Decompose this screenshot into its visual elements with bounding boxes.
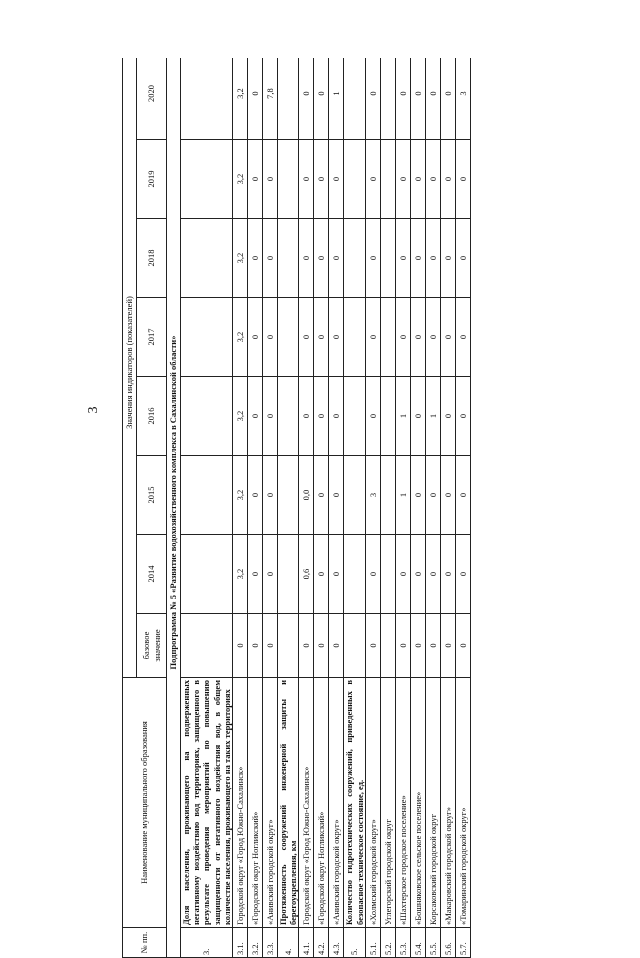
year-value-cell: 0 <box>365 377 380 456</box>
base-value-cell <box>344 614 365 678</box>
row-name: Протяженность сооружений инженерной защиты и берегоукрепления, км <box>277 678 298 928</box>
year-value-cell <box>181 298 233 377</box>
year-value-cell: 0 <box>425 535 440 614</box>
base-value-cell <box>380 614 395 678</box>
year-value-cell: 7,8 <box>262 58 277 140</box>
header-group: Значения индикаторов (показателей) <box>123 58 137 678</box>
table-row <box>314 58 329 958</box>
rotated-table-frame <box>122 58 520 958</box>
row-number: 3.3. <box>262 928 277 958</box>
year-value-cell: 0 <box>247 140 262 219</box>
year-value-cell: 0 <box>299 219 314 298</box>
year-value-cell: 0 <box>262 298 277 377</box>
row-name: Городской округ «Город Южно-Сахалинск» <box>232 678 247 928</box>
year-value-cell: 0 <box>262 456 277 535</box>
year-value-cell: 0 <box>329 377 344 456</box>
base-value-cell: 0 <box>314 614 329 678</box>
year-value-cell: 0 <box>314 298 329 377</box>
year-value-cell <box>277 298 298 377</box>
header-no: № пп. <box>123 928 167 958</box>
year-value-cell: 1 <box>395 456 410 535</box>
year-value-cell <box>277 535 298 614</box>
year-value-cell: 0 <box>410 298 425 377</box>
year-value-cell: 3,2 <box>232 140 247 219</box>
year-value-cell: 0 <box>425 298 440 377</box>
year-value-cell: 3 <box>365 456 380 535</box>
base-value-cell: 0 <box>455 614 470 678</box>
row-number: 4.1. <box>299 928 314 958</box>
year-value-cell: 0 <box>299 140 314 219</box>
row-name: «Бошняковское сельское поселение» <box>410 678 425 928</box>
header-year: 2020 <box>137 58 167 140</box>
year-value-cell: 0 <box>440 219 455 298</box>
table-row <box>344 58 365 958</box>
year-value-cell: 0 <box>440 140 455 219</box>
row-number: 4.2. <box>314 928 329 958</box>
year-value-cell <box>277 219 298 298</box>
table-row <box>329 58 344 958</box>
year-value-cell: 0 <box>440 58 455 140</box>
base-value-cell: 0 <box>247 614 262 678</box>
year-value-cell: 0 <box>299 377 314 456</box>
year-value-cell: 0 <box>455 377 470 456</box>
year-value-cell: 0 <box>425 140 440 219</box>
year-value-cell: 0 <box>365 140 380 219</box>
year-value-cell: 0 <box>314 219 329 298</box>
year-value-cell <box>344 456 365 535</box>
year-value-cell <box>277 456 298 535</box>
table-row <box>410 58 425 958</box>
row-name: Количество гидротехнических сооружений, приведенных в безопасное техническое состояние, ед. <box>344 678 365 928</box>
year-value-cell: 0,0 <box>299 456 314 535</box>
header-year: 2016 <box>137 377 167 456</box>
year-value-cell <box>380 535 395 614</box>
year-value-cell: 3,2 <box>232 535 247 614</box>
header-year: 2014 <box>137 535 167 614</box>
base-value-cell: 0 <box>365 614 380 678</box>
year-value-cell: 0 <box>455 140 470 219</box>
row-number: 5.6. <box>440 928 455 958</box>
year-value-cell: 0 <box>247 535 262 614</box>
year-value-cell: 0 <box>410 377 425 456</box>
year-value-cell: 0 <box>455 456 470 535</box>
row-number: 3.2. <box>247 928 262 958</box>
row-name: «Томаринский городской округ» <box>455 678 470 928</box>
year-value-cell: 0 <box>314 456 329 535</box>
year-value-cell: 0 <box>425 58 440 140</box>
year-value-cell: 0 <box>365 535 380 614</box>
year-value-cell: 0 <box>262 140 277 219</box>
year-value-cell <box>181 377 233 456</box>
year-value-cell <box>380 140 395 219</box>
year-value-cell <box>380 219 395 298</box>
year-value-cell <box>344 298 365 377</box>
year-value-cell: 0 <box>299 58 314 140</box>
row-name: Углегорский городской округ <box>380 678 395 928</box>
year-value-cell: 3,2 <box>232 377 247 456</box>
year-value-cell <box>344 58 365 140</box>
year-value-cell: 0 <box>425 219 440 298</box>
year-value-cell: 1 <box>425 377 440 456</box>
year-value-cell: 3 <box>455 58 470 140</box>
table-row <box>232 58 247 958</box>
indicators-table <box>122 58 471 958</box>
year-value-cell: 0 <box>262 377 277 456</box>
row-number: 5.3. <box>395 928 410 958</box>
table-row <box>277 58 298 958</box>
header-year: 2019 <box>137 140 167 219</box>
row-number: 5.2. <box>380 928 395 958</box>
year-value-cell <box>344 140 365 219</box>
row-name: «Шахтерское городское поселение» <box>395 678 410 928</box>
year-value-cell: 0 <box>440 298 455 377</box>
table-row <box>365 58 380 958</box>
year-value-cell: 0 <box>299 298 314 377</box>
year-value-cell: 3,2 <box>232 219 247 298</box>
table-row <box>181 58 233 958</box>
table-row <box>395 58 410 958</box>
year-value-cell: 0 <box>247 456 262 535</box>
table-row <box>299 58 314 958</box>
year-value-cell: 0 <box>440 535 455 614</box>
year-value-cell: 0 <box>410 58 425 140</box>
year-value-cell: 1 <box>329 58 344 140</box>
base-value-cell: 0 <box>425 614 440 678</box>
year-value-cell: 0 <box>262 219 277 298</box>
year-value-cell: 0 <box>440 377 455 456</box>
year-value-cell: 3,2 <box>232 456 247 535</box>
row-name: «Городской округ Ногликский» <box>247 678 262 928</box>
row-number: 5. <box>344 928 365 958</box>
row-name: «Анивский городской округ» <box>329 678 344 928</box>
year-value-cell: 1 <box>395 377 410 456</box>
base-value-cell <box>181 614 233 678</box>
year-value-cell <box>277 140 298 219</box>
header-name: Наименование муниципального образования <box>123 678 167 928</box>
year-value-cell: 0 <box>329 140 344 219</box>
header-year: 2018 <box>137 219 167 298</box>
year-value-cell: 0 <box>395 535 410 614</box>
year-value-cell: 0 <box>440 456 455 535</box>
year-value-cell <box>380 298 395 377</box>
base-value-cell: 0 <box>395 614 410 678</box>
row-number: 5.5. <box>425 928 440 958</box>
year-value-cell <box>344 535 365 614</box>
row-number: 5.4. <box>410 928 425 958</box>
year-value-cell: 0 <box>329 219 344 298</box>
row-number: 5.1. <box>365 928 380 958</box>
year-value-cell: 0 <box>395 219 410 298</box>
year-value-cell: 0 <box>455 219 470 298</box>
base-value-cell <box>277 614 298 678</box>
year-value-cell: 0 <box>455 298 470 377</box>
year-value-cell: 0 <box>314 58 329 140</box>
year-value-cell: 0 <box>410 140 425 219</box>
year-value-cell: 0 <box>365 219 380 298</box>
year-value-cell: 0,6 <box>299 535 314 614</box>
base-value-cell: 0 <box>232 614 247 678</box>
year-value-cell: 3,2 <box>232 298 247 377</box>
year-value-cell: 0 <box>410 535 425 614</box>
row-name: Доля населения, проживающего на подверженных негативному воздействию вод территориях, защищенного в результате проведения мероприятий по повышению защищенности от негативного воздействия вод, в общем количестве населения, проживающего на таких территориях <box>181 678 233 928</box>
base-value-cell: 0 <box>262 614 277 678</box>
header-year: 2017 <box>137 298 167 377</box>
year-value-cell: 0 <box>329 456 344 535</box>
table-row <box>425 58 440 958</box>
table-row <box>455 58 470 958</box>
row-number: 4.3. <box>329 928 344 958</box>
year-value-cell <box>344 219 365 298</box>
table-row <box>262 58 277 958</box>
year-value-cell <box>277 377 298 456</box>
year-value-cell: 0 <box>329 535 344 614</box>
year-value-cell: 0 <box>395 58 410 140</box>
year-value-cell: 0 <box>329 298 344 377</box>
row-name: Корсаковский городской округ <box>425 678 440 928</box>
row-number: 3. <box>181 928 233 958</box>
row-name: «Холмский городской округ» <box>365 678 380 928</box>
year-value-cell <box>380 377 395 456</box>
base-value-cell: 0 <box>329 614 344 678</box>
year-value-cell: 0 <box>425 456 440 535</box>
page-number: 3 <box>86 406 101 414</box>
year-value-cell: 0 <box>262 535 277 614</box>
year-value-cell: 0 <box>247 377 262 456</box>
year-value-cell: 0 <box>410 456 425 535</box>
table-row <box>440 58 455 958</box>
year-value-cell <box>380 58 395 140</box>
row-name: «Анивский городской округ» <box>262 678 277 928</box>
table-row <box>247 58 262 958</box>
row-number: 4. <box>277 928 298 958</box>
row-number: 3.1. <box>232 928 247 958</box>
year-value-cell <box>181 219 233 298</box>
row-name: «Макаровский городской округ» <box>440 678 455 928</box>
year-value-cell: 0 <box>247 298 262 377</box>
year-value-cell: 0 <box>247 58 262 140</box>
year-value-cell: 0 <box>247 219 262 298</box>
base-value-cell: 0 <box>440 614 455 678</box>
header-year: 2015 <box>137 456 167 535</box>
year-value-cell: 0 <box>365 298 380 377</box>
row-number: 5.7. <box>455 928 470 958</box>
year-value-cell <box>181 140 233 219</box>
year-value-cell <box>344 377 365 456</box>
year-value-cell: 0 <box>314 535 329 614</box>
year-value-cell <box>380 456 395 535</box>
year-value-cell <box>277 58 298 140</box>
year-value-cell <box>181 58 233 140</box>
year-value-cell: 0 <box>314 377 329 456</box>
year-value-cell: 0 <box>395 140 410 219</box>
base-value-cell: 0 <box>299 614 314 678</box>
row-name: «Городской округ Ногликский» <box>314 678 329 928</box>
year-value-cell: 0 <box>314 140 329 219</box>
subprogram-title: Подпрограмма № 5 «Развитие водохозяйственного комплекса в Сахалинской области» <box>167 58 181 958</box>
year-value-cell: 0 <box>410 219 425 298</box>
year-value-cell: 0 <box>455 535 470 614</box>
year-value-cell <box>181 535 233 614</box>
header-base: базовое значение <box>137 614 167 678</box>
base-value-cell: 0 <box>410 614 425 678</box>
year-value-cell <box>181 456 233 535</box>
year-value-cell: 0 <box>365 58 380 140</box>
year-value-cell: 0 <box>395 298 410 377</box>
year-value-cell: 3,2 <box>232 58 247 140</box>
table-row <box>380 58 395 958</box>
row-name: Городской округ «Город Южно-Сахалинск» <box>299 678 314 928</box>
